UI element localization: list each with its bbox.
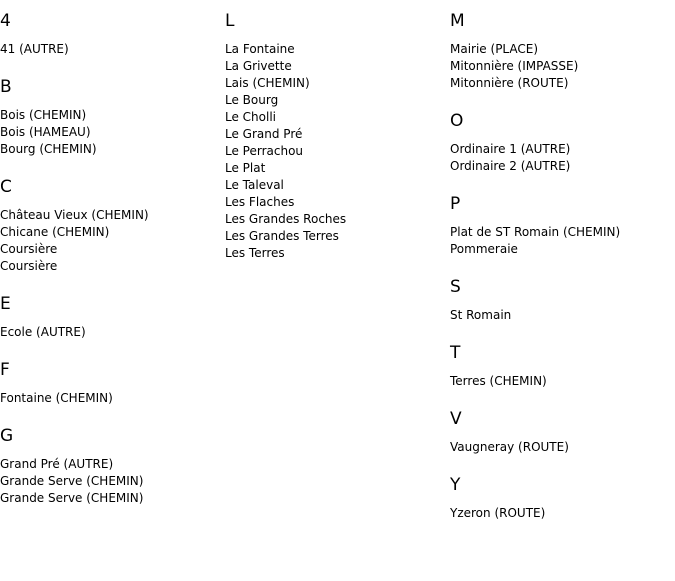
letter-heading: F <box>0 360 10 380</box>
street-list <box>450 41 670 92</box>
letter-heading: T <box>450 343 461 363</box>
street-link[interactable]: Le Bourg <box>225 93 279 107</box>
street-link[interactable]: St Romain <box>450 308 512 322</box>
street-link[interactable]: Mitonnière (IMPASSE) <box>450 59 579 73</box>
street-link[interactable]: Les Grandes Roches <box>225 212 347 226</box>
street-list <box>0 107 220 158</box>
street-link[interactable]: Ordinaire 2 (AUTRE) <box>450 159 571 173</box>
letter-section <box>450 193 670 258</box>
index-column <box>225 10 445 280</box>
street-link[interactable]: Le Perrachou <box>225 144 304 158</box>
letter-section <box>450 342 670 390</box>
letter-section <box>450 474 670 522</box>
letter-heading: 4 <box>0 11 11 31</box>
street-link[interactable]: 41 (AUTRE) <box>0 42 69 56</box>
letter-heading: C <box>0 177 12 197</box>
letter-section <box>0 293 220 341</box>
letter-heading: M <box>450 11 465 31</box>
letter-section <box>450 276 670 324</box>
street-list <box>0 207 220 275</box>
letter-heading: B <box>0 77 12 97</box>
street-link[interactable]: Terres (CHEMIN) <box>450 374 547 388</box>
street-link[interactable]: Mairie (PLACE) <box>450 42 539 56</box>
street-link[interactable]: Chicane (CHEMIN) <box>0 225 110 239</box>
letter-section <box>450 10 670 92</box>
letter-section <box>0 425 220 507</box>
street-link[interactable]: Grand Pré (AUTRE) <box>0 457 114 471</box>
index-column <box>450 10 670 540</box>
street-link[interactable]: Coursière <box>0 242 58 256</box>
letter-heading: S <box>450 277 461 297</box>
letter-section <box>0 359 220 407</box>
street-list <box>450 141 670 175</box>
street-link[interactable]: Château Vieux (CHEMIN) <box>0 208 149 222</box>
letter-heading: G <box>0 426 14 446</box>
street-link[interactable]: Bourg (CHEMIN) <box>0 142 97 156</box>
street-link[interactable]: Le Grand Pré <box>225 127 303 141</box>
street-list <box>450 505 670 522</box>
letter-section <box>225 10 445 262</box>
street-link[interactable]: Grande Serve (CHEMIN) <box>0 491 144 505</box>
letter-section <box>0 76 220 158</box>
letter-heading: Y <box>450 475 461 495</box>
street-link[interactable]: Ecole (AUTRE) <box>0 325 86 339</box>
street-list <box>225 41 445 262</box>
street-list <box>450 307 670 324</box>
street-list <box>0 390 220 407</box>
street-link[interactable]: Lais (CHEMIN) <box>225 76 310 90</box>
street-list <box>450 224 670 258</box>
letter-heading: E <box>0 294 11 314</box>
street-list <box>0 324 220 341</box>
letter-heading: V <box>450 409 462 429</box>
street-link[interactable]: Le Plat <box>225 161 266 175</box>
letter-section <box>0 176 220 275</box>
letter-heading: O <box>450 111 464 131</box>
street-link[interactable]: Fontaine (CHEMIN) <box>0 391 113 405</box>
street-link[interactable]: Pommeraie <box>450 242 518 256</box>
street-link[interactable]: Plat de ST Romain (CHEMIN) <box>450 225 621 239</box>
street-link[interactable]: Les Terres <box>225 246 285 260</box>
street-link[interactable]: Le Taleval <box>225 178 284 192</box>
street-link[interactable]: La Fontaine <box>225 42 295 56</box>
street-list <box>0 456 220 507</box>
street-list <box>450 373 670 390</box>
street-link[interactable]: Bois (CHEMIN) <box>0 108 87 122</box>
street-link[interactable]: La Grivette <box>225 59 292 73</box>
street-link[interactable]: Grande Serve (CHEMIN) <box>0 474 144 488</box>
street-link[interactable]: Ordinaire 1 (AUTRE) <box>450 142 571 156</box>
street-list <box>450 439 670 456</box>
street-link[interactable]: Coursière <box>0 259 58 273</box>
letter-heading: P <box>450 194 461 214</box>
street-link[interactable]: Les Grandes Terres <box>225 229 339 243</box>
street-list <box>0 41 220 58</box>
street-link[interactable]: Vaugneray (ROUTE) <box>450 440 569 454</box>
index-column <box>0 10 220 525</box>
letter-section <box>450 408 670 456</box>
letter-section <box>0 10 220 58</box>
street-link[interactable]: Yzeron (ROUTE) <box>450 506 546 520</box>
street-link[interactable]: Le Cholli <box>225 110 276 124</box>
street-link[interactable]: Bois (HAMEAU) <box>0 125 91 139</box>
letter-heading: L <box>225 11 235 31</box>
letter-section <box>450 110 670 175</box>
street-link[interactable]: Mitonnière (ROUTE) <box>450 76 569 90</box>
street-link[interactable]: Les Flaches <box>225 195 295 209</box>
